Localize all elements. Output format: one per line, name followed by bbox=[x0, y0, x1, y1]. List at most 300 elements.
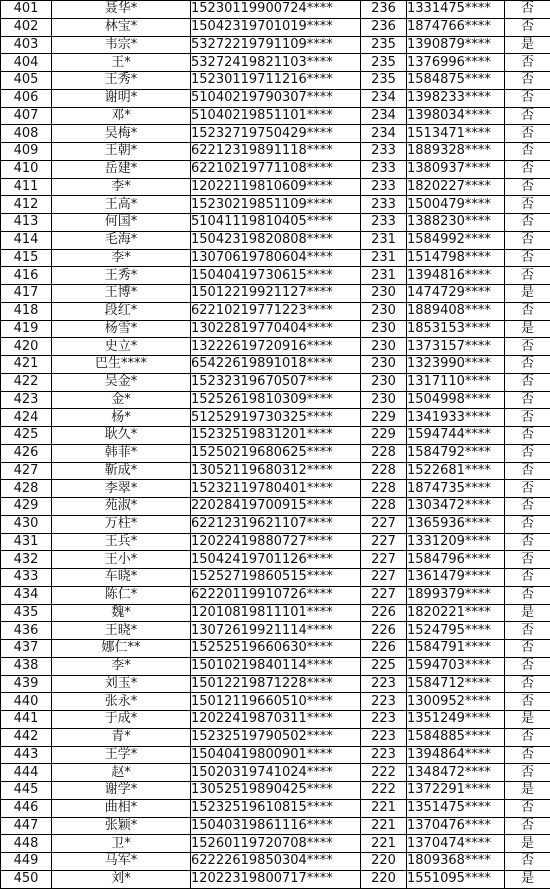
table-row bbox=[1, 853, 550, 871]
status-cell: 否 bbox=[505, 640, 550, 658]
name-cell: 吴金* bbox=[52, 373, 191, 391]
score-cell: 233 bbox=[361, 196, 407, 214]
phone-cell: 1514798**** bbox=[407, 249, 505, 267]
row-number-cell: 443 bbox=[1, 746, 52, 764]
status-cell: 否 bbox=[505, 302, 550, 320]
table-row bbox=[1, 285, 550, 303]
row-number-cell: 437 bbox=[1, 640, 52, 658]
id-number-cell: 15010219840114**** bbox=[191, 657, 361, 675]
table-row bbox=[1, 107, 550, 125]
name-cell: 谢明* bbox=[52, 89, 191, 107]
name-cell: 岳建* bbox=[52, 160, 191, 178]
row-number-cell: 445 bbox=[1, 782, 52, 800]
name-cell: 于成* bbox=[52, 711, 191, 729]
id-number-cell: 15040319861116**** bbox=[191, 817, 361, 835]
status-cell: 否 bbox=[505, 586, 550, 604]
row-number-cell: 414 bbox=[1, 231, 52, 249]
name-cell: 李* bbox=[52, 249, 191, 267]
table-row bbox=[1, 320, 550, 338]
row-number-cell: 447 bbox=[1, 817, 52, 835]
phone-cell: 1372291**** bbox=[407, 782, 505, 800]
table-row bbox=[1, 338, 550, 356]
id-number-cell: 15012219921127**** bbox=[191, 285, 361, 303]
status-cell: 否 bbox=[505, 728, 550, 746]
id-number-cell: 62212319621107**** bbox=[191, 515, 361, 533]
row-number-cell: 450 bbox=[1, 870, 52, 888]
id-number-cell: 51040219790307**** bbox=[191, 89, 361, 107]
status-cell: 否 bbox=[505, 196, 550, 214]
name-cell: 巴生**** bbox=[52, 356, 191, 374]
id-number-cell: 22028419700915**** bbox=[191, 498, 361, 516]
row-number-cell: 406 bbox=[1, 89, 52, 107]
phone-cell: 1524795**** bbox=[407, 622, 505, 640]
score-cell: 223 bbox=[361, 675, 407, 693]
table-body bbox=[1, 1, 550, 889]
phone-cell: 1874735**** bbox=[407, 480, 505, 498]
table-row bbox=[1, 604, 550, 622]
table-row bbox=[1, 498, 550, 516]
score-cell: 230 bbox=[361, 320, 407, 338]
score-cell: 230 bbox=[361, 285, 407, 303]
table-row bbox=[1, 36, 550, 54]
table-row bbox=[1, 711, 550, 729]
score-cell: 221 bbox=[361, 799, 407, 817]
row-number-cell: 421 bbox=[1, 356, 52, 374]
row-number-cell: 425 bbox=[1, 427, 52, 445]
status-cell: 是 bbox=[505, 604, 550, 622]
table-row bbox=[1, 764, 550, 782]
table-row bbox=[1, 586, 550, 604]
name-cell: 娜仁** bbox=[52, 640, 191, 658]
table-row bbox=[1, 551, 550, 569]
phone-cell: 1889408**** bbox=[407, 302, 505, 320]
row-number-cell: 405 bbox=[1, 72, 52, 90]
id-number-cell: 15040419730615**** bbox=[191, 267, 361, 285]
table-row bbox=[1, 18, 550, 36]
name-cell: 林宝* bbox=[52, 18, 191, 36]
phone-cell: 1594703**** bbox=[407, 657, 505, 675]
status-cell: 否 bbox=[505, 427, 550, 445]
id-number-cell: 15232119780401**** bbox=[191, 480, 361, 498]
score-cell: 228 bbox=[361, 498, 407, 516]
status-cell: 是 bbox=[505, 711, 550, 729]
status-cell: 是 bbox=[505, 285, 550, 303]
id-number-cell: 13222619720916**** bbox=[191, 338, 361, 356]
table-row bbox=[1, 480, 550, 498]
score-cell: 230 bbox=[361, 373, 407, 391]
row-number-cell: 423 bbox=[1, 391, 52, 409]
id-number-cell: 15042319820808**** bbox=[191, 231, 361, 249]
name-cell: 杨* bbox=[52, 409, 191, 427]
score-cell: 226 bbox=[361, 640, 407, 658]
score-cell: 227 bbox=[361, 586, 407, 604]
id-number-cell: 15252519660630**** bbox=[191, 640, 361, 658]
table-row bbox=[1, 373, 550, 391]
id-number-cell: 12022419870311**** bbox=[191, 711, 361, 729]
score-cell: 223 bbox=[361, 693, 407, 711]
row-number-cell: 427 bbox=[1, 462, 52, 480]
table-row bbox=[1, 267, 550, 285]
status-cell: 否 bbox=[505, 125, 550, 143]
table-row bbox=[1, 196, 550, 214]
phone-cell: 1373157**** bbox=[407, 338, 505, 356]
table-row bbox=[1, 125, 550, 143]
id-number-cell: 15232519610815**** bbox=[191, 799, 361, 817]
phone-cell: 1474729**** bbox=[407, 285, 505, 303]
phone-cell: 1394864**** bbox=[407, 746, 505, 764]
name-cell: 王兵* bbox=[52, 533, 191, 551]
phone-cell: 1370476**** bbox=[407, 817, 505, 835]
status-cell: 是 bbox=[505, 870, 550, 888]
id-number-cell: 15250219680625**** bbox=[191, 444, 361, 462]
score-cell: 233 bbox=[361, 143, 407, 161]
row-number-cell: 448 bbox=[1, 835, 52, 853]
id-number-cell: 15260119720708**** bbox=[191, 835, 361, 853]
table-row bbox=[1, 178, 550, 196]
name-cell: 马军* bbox=[52, 853, 191, 871]
score-cell: 235 bbox=[361, 72, 407, 90]
table-row bbox=[1, 462, 550, 480]
status-cell: 否 bbox=[505, 107, 550, 125]
status-cell: 否 bbox=[505, 373, 550, 391]
name-cell: 王秀* bbox=[52, 72, 191, 90]
status-cell: 否 bbox=[505, 515, 550, 533]
phone-cell: 1500479**** bbox=[407, 196, 505, 214]
score-cell: 227 bbox=[361, 533, 407, 551]
name-cell: 邓* bbox=[52, 107, 191, 125]
status-cell: 否 bbox=[505, 1, 550, 19]
table-row bbox=[1, 89, 550, 107]
status-cell: 否 bbox=[505, 462, 550, 480]
table-row bbox=[1, 817, 550, 835]
score-cell: 230 bbox=[361, 338, 407, 356]
name-cell: 韦宗* bbox=[52, 36, 191, 54]
status-cell: 否 bbox=[505, 569, 550, 587]
score-cell: 220 bbox=[361, 870, 407, 888]
status-cell: 否 bbox=[505, 551, 550, 569]
status-cell: 否 bbox=[505, 249, 550, 267]
score-cell: 234 bbox=[361, 125, 407, 143]
row-number-cell: 420 bbox=[1, 338, 52, 356]
table-row bbox=[1, 728, 550, 746]
phone-cell: 1899379**** bbox=[407, 586, 505, 604]
table-row bbox=[1, 515, 550, 533]
status-cell: 否 bbox=[505, 498, 550, 516]
phone-cell: 1584792**** bbox=[407, 444, 505, 462]
phone-cell: 1331475**** bbox=[407, 1, 505, 19]
name-cell: 陈仁* bbox=[52, 586, 191, 604]
row-number-cell: 402 bbox=[1, 18, 52, 36]
status-cell: 否 bbox=[505, 409, 550, 427]
id-number-cell: 15232719750429**** bbox=[191, 125, 361, 143]
table-row bbox=[1, 622, 550, 640]
phone-cell: 1889328**** bbox=[407, 143, 505, 161]
id-number-cell: 15232519831201**** bbox=[191, 427, 361, 445]
table-row bbox=[1, 657, 550, 675]
phone-cell: 1853153**** bbox=[407, 320, 505, 338]
table-row bbox=[1, 427, 550, 445]
name-cell: 王秀* bbox=[52, 267, 191, 285]
row-number-cell: 417 bbox=[1, 285, 52, 303]
status-cell: 否 bbox=[505, 480, 550, 498]
phone-cell: 1376996**** bbox=[407, 54, 505, 72]
table-row bbox=[1, 160, 550, 178]
status-cell: 否 bbox=[505, 178, 550, 196]
phone-cell: 1584712**** bbox=[407, 675, 505, 693]
status-cell: 否 bbox=[505, 746, 550, 764]
row-number-cell: 449 bbox=[1, 853, 52, 871]
score-cell: 229 bbox=[361, 427, 407, 445]
score-cell: 230 bbox=[361, 356, 407, 374]
id-number-cell: 13070619780604**** bbox=[191, 249, 361, 267]
table-row bbox=[1, 675, 550, 693]
row-number-cell: 442 bbox=[1, 728, 52, 746]
id-number-cell: 15042419701126**** bbox=[191, 551, 361, 569]
score-cell: 227 bbox=[361, 515, 407, 533]
table-row bbox=[1, 249, 550, 267]
name-cell: 刘* bbox=[52, 870, 191, 888]
id-number-cell: 15020319741024**** bbox=[191, 764, 361, 782]
table-row bbox=[1, 1, 550, 19]
status-cell: 否 bbox=[505, 89, 550, 107]
phone-cell: 1584796**** bbox=[407, 551, 505, 569]
phone-cell: 1513471**** bbox=[407, 125, 505, 143]
name-cell: 金* bbox=[52, 391, 191, 409]
score-cell: 231 bbox=[361, 267, 407, 285]
id-number-cell: 62210219771108**** bbox=[191, 160, 361, 178]
row-number-cell: 419 bbox=[1, 320, 52, 338]
row-number-cell: 415 bbox=[1, 249, 52, 267]
phone-cell: 1300952**** bbox=[407, 693, 505, 711]
id-number-cell: 15232519790502**** bbox=[191, 728, 361, 746]
row-number-cell: 434 bbox=[1, 586, 52, 604]
status-cell: 否 bbox=[505, 160, 550, 178]
id-number-cell: 13022819770404**** bbox=[191, 320, 361, 338]
phone-cell: 1874766**** bbox=[407, 18, 505, 36]
name-cell: 卫* bbox=[52, 835, 191, 853]
row-number-cell: 426 bbox=[1, 444, 52, 462]
id-number-cell: 15012119660510**** bbox=[191, 693, 361, 711]
name-cell: 王* bbox=[52, 54, 191, 72]
score-cell: 231 bbox=[361, 231, 407, 249]
status-cell: 是 bbox=[505, 36, 550, 54]
row-number-cell: 446 bbox=[1, 799, 52, 817]
row-number-cell: 433 bbox=[1, 569, 52, 587]
score-cell: 229 bbox=[361, 409, 407, 427]
name-cell: 毛海* bbox=[52, 231, 191, 249]
id-number-cell: 12022419880727**** bbox=[191, 533, 361, 551]
score-cell: 223 bbox=[361, 711, 407, 729]
table-row bbox=[1, 391, 550, 409]
score-cell: 231 bbox=[361, 249, 407, 267]
table-row bbox=[1, 533, 550, 551]
id-number-cell: 12010819811101**** bbox=[191, 604, 361, 622]
table-row bbox=[1, 693, 550, 711]
id-number-cell: 12022319800717**** bbox=[191, 870, 361, 888]
row-number-cell: 438 bbox=[1, 657, 52, 675]
table-row bbox=[1, 302, 550, 320]
score-cell: 230 bbox=[361, 302, 407, 320]
id-number-cell: 53272219791109**** bbox=[191, 36, 361, 54]
name-cell: 张颖* bbox=[52, 817, 191, 835]
id-number-cell: 15252619810309**** bbox=[191, 391, 361, 409]
row-number-cell: 411 bbox=[1, 178, 52, 196]
status-cell: 否 bbox=[505, 143, 550, 161]
id-number-cell: 51040219851101**** bbox=[191, 107, 361, 125]
name-cell: 耿久* bbox=[52, 427, 191, 445]
phone-cell: 1365936**** bbox=[407, 515, 505, 533]
score-cell: 236 bbox=[361, 18, 407, 36]
id-number-cell: 51041119810405**** bbox=[191, 214, 361, 232]
id-number-cell: 62220119910726**** bbox=[191, 586, 361, 604]
row-number-cell: 418 bbox=[1, 302, 52, 320]
id-number-cell: 15230119900724**** bbox=[191, 1, 361, 19]
score-cell: 228 bbox=[361, 444, 407, 462]
name-cell: 苑淑* bbox=[52, 498, 191, 516]
id-number-cell: 15232319670507**** bbox=[191, 373, 361, 391]
phone-cell: 1388230**** bbox=[407, 214, 505, 232]
phone-cell: 1317110**** bbox=[407, 373, 505, 391]
name-cell: 史立* bbox=[52, 338, 191, 356]
name-cell: 王学* bbox=[52, 746, 191, 764]
row-number-cell: 416 bbox=[1, 267, 52, 285]
status-cell: 是 bbox=[505, 320, 550, 338]
id-number-cell: 15230119711216**** bbox=[191, 72, 361, 90]
status-cell: 否 bbox=[505, 444, 550, 462]
row-number-cell: 409 bbox=[1, 143, 52, 161]
table-row bbox=[1, 799, 550, 817]
id-number-cell: 15040419800901**** bbox=[191, 746, 361, 764]
name-cell: 何国* bbox=[52, 214, 191, 232]
score-cell: 233 bbox=[361, 214, 407, 232]
name-cell: 王朝* bbox=[52, 143, 191, 161]
score-cell: 227 bbox=[361, 551, 407, 569]
phone-cell: 1551095**** bbox=[407, 870, 505, 888]
name-cell: 王博* bbox=[52, 285, 191, 303]
phone-cell: 1370474**** bbox=[407, 835, 505, 853]
score-cell: 220 bbox=[361, 853, 407, 871]
score-cell: 222 bbox=[361, 782, 407, 800]
status-cell: 否 bbox=[505, 799, 550, 817]
score-cell: 236 bbox=[361, 1, 407, 19]
name-cell: 万柱* bbox=[52, 515, 191, 533]
score-cell: 234 bbox=[361, 107, 407, 125]
status-cell: 否 bbox=[505, 231, 550, 249]
row-number-cell: 408 bbox=[1, 125, 52, 143]
table-row bbox=[1, 72, 550, 90]
score-cell: 222 bbox=[361, 764, 407, 782]
score-cell: 227 bbox=[361, 569, 407, 587]
id-number-cell: 13052119680312**** bbox=[191, 462, 361, 480]
table-row bbox=[1, 569, 550, 587]
status-cell: 否 bbox=[505, 338, 550, 356]
status-cell: 否 bbox=[505, 764, 550, 782]
phone-cell: 1380937**** bbox=[407, 160, 505, 178]
name-cell: 赵* bbox=[52, 764, 191, 782]
id-number-cell: 51252919730325**** bbox=[191, 409, 361, 427]
phone-cell: 1584992**** bbox=[407, 231, 505, 249]
name-cell: 杨雪* bbox=[52, 320, 191, 338]
name-cell: 王晓* bbox=[52, 622, 191, 640]
status-cell: 否 bbox=[505, 54, 550, 72]
row-number-cell: 444 bbox=[1, 764, 52, 782]
table-row bbox=[1, 746, 550, 764]
id-number-cell: 62210219771223**** bbox=[191, 302, 361, 320]
status-cell: 否 bbox=[505, 356, 550, 374]
phone-cell: 1584885**** bbox=[407, 728, 505, 746]
phone-cell: 1504998**** bbox=[407, 391, 505, 409]
id-number-cell: 15252719860515**** bbox=[191, 569, 361, 587]
row-number-cell: 407 bbox=[1, 107, 52, 125]
row-number-cell: 403 bbox=[1, 36, 52, 54]
table-row bbox=[1, 870, 550, 888]
name-cell: 段红* bbox=[52, 302, 191, 320]
row-number-cell: 430 bbox=[1, 515, 52, 533]
score-cell: 226 bbox=[361, 604, 407, 622]
name-cell: 车晓* bbox=[52, 569, 191, 587]
id-number-cell: 13072619921114**** bbox=[191, 622, 361, 640]
phone-cell: 1820227**** bbox=[407, 178, 505, 196]
status-cell: 否 bbox=[505, 657, 550, 675]
name-cell: 李* bbox=[52, 657, 191, 675]
name-cell: 李* bbox=[52, 178, 191, 196]
table-row bbox=[1, 231, 550, 249]
name-cell: 青* bbox=[52, 728, 191, 746]
score-cell: 235 bbox=[361, 54, 407, 72]
id-number-cell: 65422619891018**** bbox=[191, 356, 361, 374]
score-cell: 235 bbox=[361, 36, 407, 54]
row-number-cell: 413 bbox=[1, 214, 52, 232]
score-cell: 233 bbox=[361, 160, 407, 178]
name-cell: 王小* bbox=[52, 551, 191, 569]
score-cell: 230 bbox=[361, 391, 407, 409]
row-number-cell: 429 bbox=[1, 498, 52, 516]
name-cell: 刘玉* bbox=[52, 675, 191, 693]
status-cell: 否 bbox=[505, 853, 550, 871]
score-cell: 223 bbox=[361, 728, 407, 746]
phone-cell: 1522681**** bbox=[407, 462, 505, 480]
status-cell: 否 bbox=[505, 533, 550, 551]
score-cell: 221 bbox=[361, 817, 407, 835]
phone-cell: 1820221**** bbox=[407, 604, 505, 622]
id-number-cell: 12022119810609**** bbox=[191, 178, 361, 196]
table-row bbox=[1, 640, 550, 658]
score-cell: 228 bbox=[361, 480, 407, 498]
row-number-cell: 428 bbox=[1, 480, 52, 498]
phone-cell: 1398034**** bbox=[407, 107, 505, 125]
status-cell: 否 bbox=[505, 18, 550, 36]
name-cell: 曲相* bbox=[52, 799, 191, 817]
phone-cell: 1594744**** bbox=[407, 427, 505, 445]
id-number-cell: 53272419821103**** bbox=[191, 54, 361, 72]
row-number-cell: 404 bbox=[1, 54, 52, 72]
table-row bbox=[1, 356, 550, 374]
status-cell: 否 bbox=[505, 622, 550, 640]
table-row bbox=[1, 444, 550, 462]
id-number-cell: 15230219851109**** bbox=[191, 196, 361, 214]
status-cell: 否 bbox=[505, 72, 550, 90]
score-cell: 225 bbox=[361, 657, 407, 675]
name-cell: 吴梅* bbox=[52, 125, 191, 143]
phone-cell: 1331209**** bbox=[407, 533, 505, 551]
status-cell: 否 bbox=[505, 675, 550, 693]
row-number-cell: 441 bbox=[1, 711, 52, 729]
name-cell: 靳成* bbox=[52, 462, 191, 480]
row-number-cell: 432 bbox=[1, 551, 52, 569]
score-cell: 234 bbox=[361, 89, 407, 107]
phone-cell: 1394816**** bbox=[407, 267, 505, 285]
id-number-cell: 15012219871228**** bbox=[191, 675, 361, 693]
